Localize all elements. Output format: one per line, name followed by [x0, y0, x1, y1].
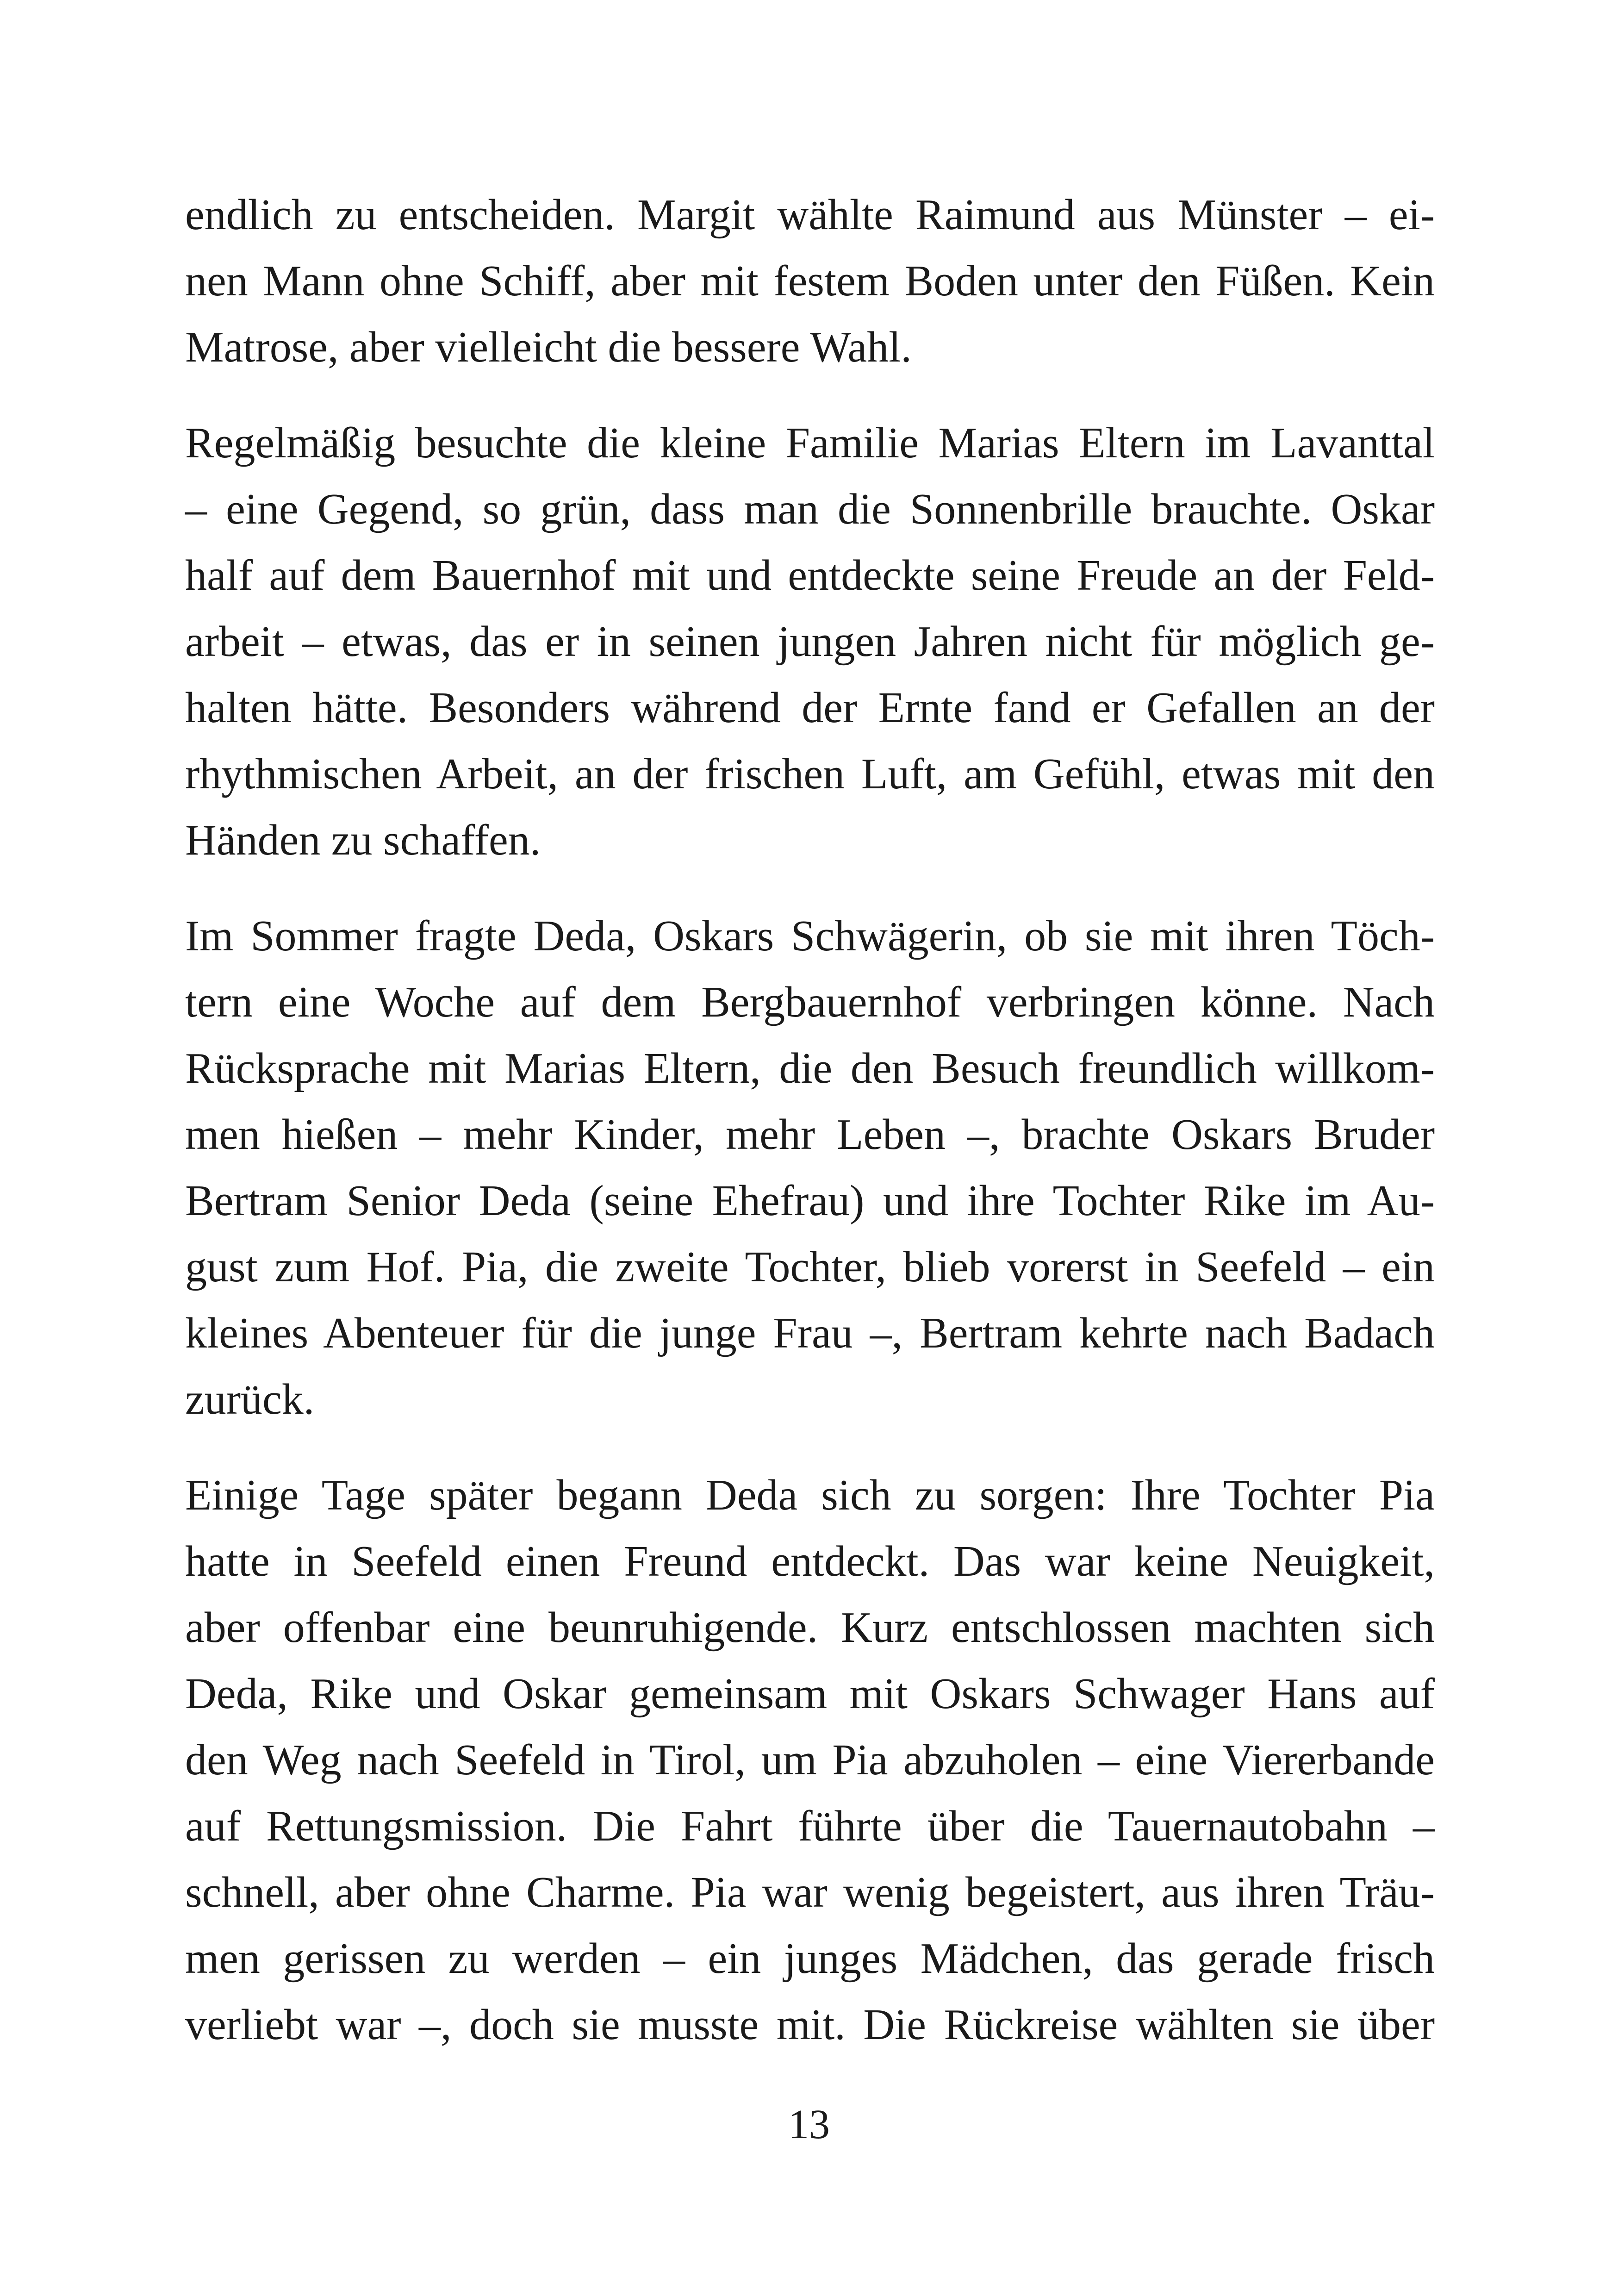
text-line: kleines Abenteuer für die junge Frau –, Bertram kehrte nach Badach	[185, 1309, 1435, 1357]
text-line: Matrose, aber vielleicht die bessere Wahl.	[185, 323, 912, 371]
text-line: Im Sommer fragte Deda, Oskars Schwägerin, ob sie mit ihren Töch-	[185, 912, 1435, 960]
text-line: auf Rettungsmission. Die Fahrt führte über die Tauernautobahn –	[185, 1802, 1435, 1850]
text-line: hatte in Seefeld einen Freund entdeckt. Das war keine Neuigkeit,	[185, 1537, 1435, 1585]
text-line: halten hätte. Besonders während der Ernte fand er Gefallen an der	[185, 684, 1435, 732]
text-line: half auf dem Bauernhof mit und entdeckte seine Freude an der Feld-	[185, 551, 1435, 599]
text-line: nen Mann ohne Schiff, aber mit festem Boden unter den Füßen. Kein	[185, 257, 1435, 305]
text-line: zurück.	[185, 1375, 315, 1423]
text-line: endlich zu entscheiden. Margit wählte Raimund aus Münster – ei-	[185, 191, 1435, 239]
text-line: den Weg nach Seefeld in Tirol, um Pia abzuholen – eine Viererbande	[185, 1736, 1435, 1784]
page-number: 13	[788, 2102, 830, 2147]
text-line: tern eine Woche auf dem Bergbauernhof verbringen könne. Nach	[185, 978, 1435, 1026]
text-line: Deda, Rike und Oskar gemeinsam mit Oskars Schwager Hans auf	[185, 1670, 1435, 1718]
text-line: – eine Gegend, so grün, dass man die Sonnenbrille brauchte. Oskar	[185, 485, 1435, 533]
text-line: verliebt war –, doch sie musste mit. Die Rückreise wählten sie über	[185, 2001, 1435, 2049]
page-body	[185, 182, 1435, 2088]
text-line: Rücksprache mit Marias Eltern, die den Besuch freundlich willkom-	[185, 1044, 1435, 1092]
text-line: arbeit – etwas, das er in seinen jungen Jahren nicht für möglich ge-	[185, 618, 1435, 666]
text-line: gust zum Hof. Pia, die zweite Tochter, blieb vorerst in Seefeld – ein	[185, 1243, 1435, 1291]
paragraph-1	[185, 182, 1435, 381]
text-line: aber offenbar eine beunruhigende. Kurz entschlossen machten sich	[185, 1603, 1435, 1652]
paragraph-2	[185, 410, 1435, 873]
paragraph-3	[185, 903, 1435, 1433]
text-line: men hießen – mehr Kinder, mehr Leben –, brachte Oskars Bruder	[185, 1111, 1435, 1159]
text-line: Einige Tage später begann Deda sich zu sorgen: Ihre Tochter Pia	[185, 1471, 1435, 1519]
text-line: Händen zu schaffen.	[185, 816, 541, 864]
text-line: Regelmäßig besuchte die kleine Familie Marias Eltern im Lavanttal	[185, 419, 1435, 467]
text-line: men gerissen zu werden – ein junges Mädchen, das gerade frisch	[185, 1934, 1435, 1983]
text-line: rhythmischen Arbeit, an der frischen Luft, am Gefühl, etwas mit den	[185, 750, 1435, 798]
text-line: schnell, aber ohne Charme. Pia war wenig begeistert, aus ihren Träu-	[185, 1868, 1435, 1916]
text-line: Bertram Senior Deda (seine Ehefrau) und ihre Tochter Rike im Au-	[185, 1177, 1435, 1225]
paragraph-4	[185, 1462, 1435, 2058]
